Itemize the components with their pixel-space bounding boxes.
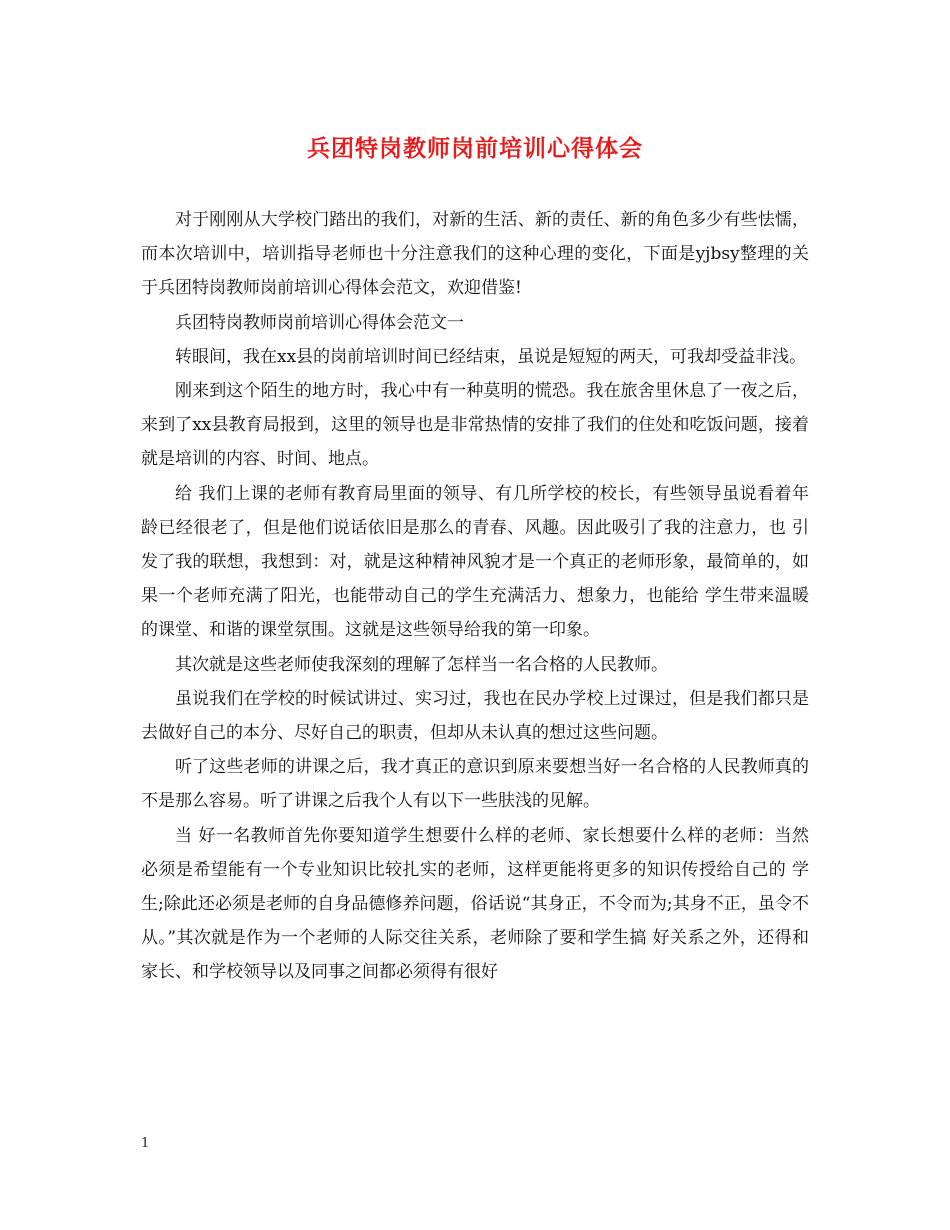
- paragraph: 当 好一名教师首先你要知道学生想要什么样的老师、家长想要什么样的老师：当然必须是希望能有一个专业知识比较扎实的老师，这样更能将更多的知识传授给自己的 学生;除此还必须是老师的自身品德修养问题，俗话说“其身正，不令而为;其身不正，虽令不从。”其次就是作为一个老师的人际交往关系，老师除了要和学生搞 好关系之外，还得和家长、和学校领导以及同事之间都必须得有很好: [141, 825, 809, 983]
- paragraph: 转眼间，我在xx县的岗前培训时间已经结束，虽说是短短的两天，可我却受益非浅。: [175, 346, 807, 367]
- document-title: 兵团特岗教师岗前培训心得体会: [307, 135, 643, 162]
- paragraph: 虽说我们在学校的时候试讲过、实习过，我也在民办学校上过课过，但是我们都只是去做好自己的本分、尽好自己的职责，但却从未认真的想过这些问题。: [141, 688, 809, 744]
- paragraph: 其次就是这些老师使我深刻的理解了怎样当一名合格的人民教师。: [175, 654, 668, 675]
- page-number: 1: [141, 1136, 150, 1151]
- paragraph-subheading: 兵团特岗教师岗前培训心得体会范文一: [175, 312, 464, 333]
- paragraph-intro: 对于刚刚从大学校门踏出的我们，对新的生活、新的责任、新的角色多少有些怯懦，而本次培训中，培训指导老师也十分注意我们的这种心理的变化，下面是yjbsy整理的关于兵团特岗教师岗前培训心得体会范文，欢迎借鉴!: [141, 210, 809, 299]
- paragraph: 刚来到这个陌生的地方时，我心中有一种莫明的慌恐。我在旅舍里休息了一夜之后，来到了xx县教育局报到，这里的领导也是非常热情的安排了我们的住处和吃饭问题，接着就是培训的内容、时间、地点。: [141, 381, 809, 470]
- paragraph: 听了这些老师的讲课之后，我才真正的意识到原来要想当好一名合格的人民教师真的不是那么容易。听了讲课之后我个人有以下一些肤浅的见解。: [141, 757, 809, 812]
- paragraph: 给 我们上课的老师有教育局里面的领导、有几所学校的校长，有些领导虽说看着年龄已经很老了，但是他们说话依旧是那么的青春、风趣。因此吸引了我的注意力，也 引发了我的联想，我想到：对，就是这种精神风貌才是一个真正的老师形象，最简单的，如果一个老师充满了阳光，也能带动自己的学生充满活力、想象力，也能给 学生带来温暖的课堂、和谐的课堂氛围。这就是这些领导给我的第一印象。: [141, 483, 809, 641]
- document-body: [141, 203, 809, 990]
